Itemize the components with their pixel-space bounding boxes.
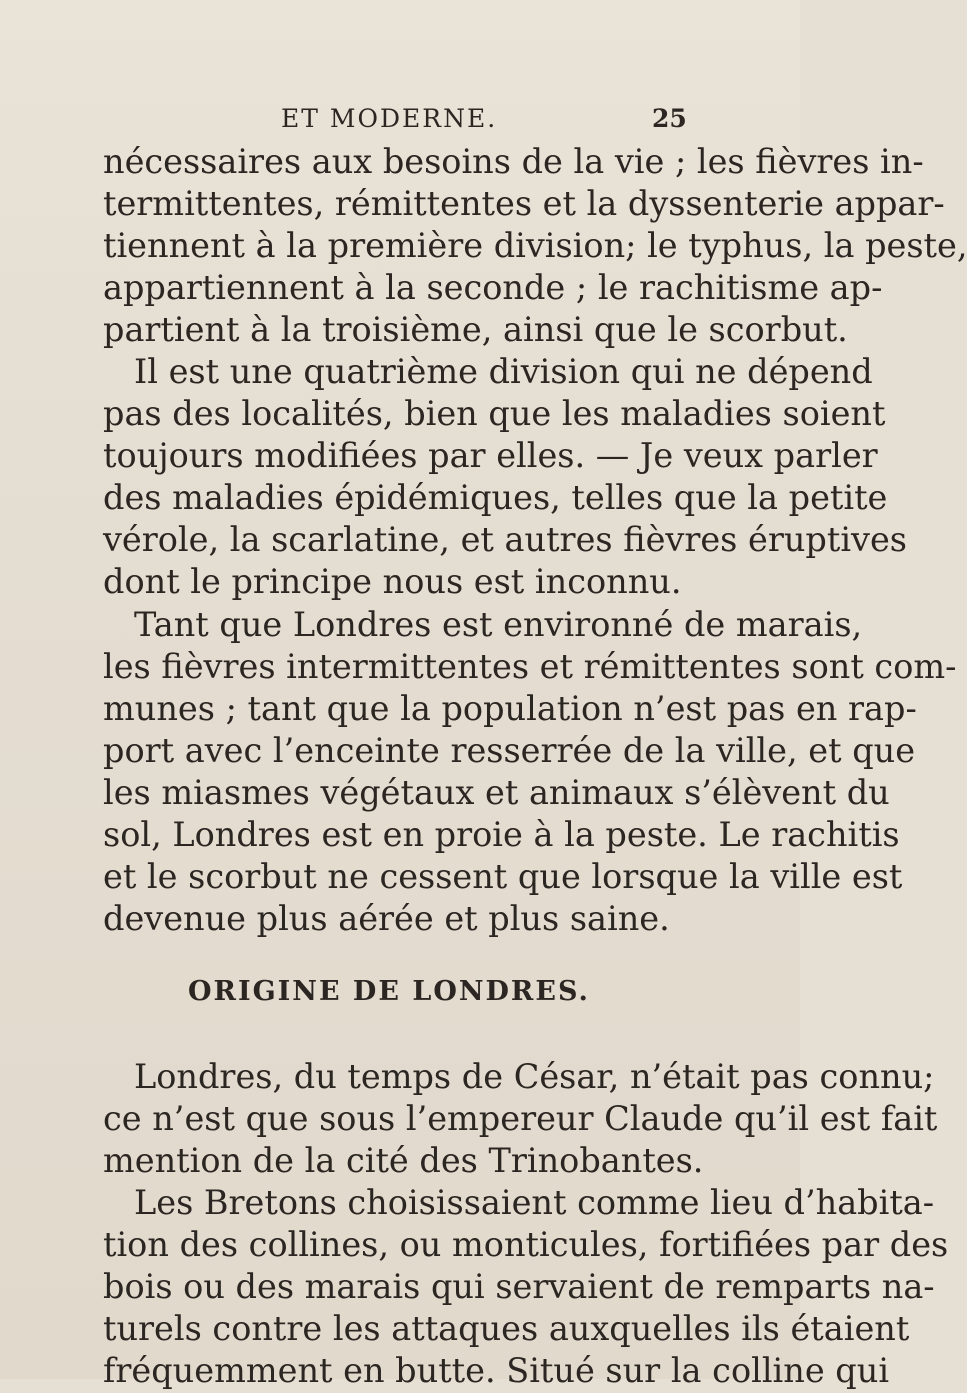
text-line: termittentes, rémittentes et la dyssenterie appar- bbox=[103, 184, 945, 223]
text-line: port avec l’enceinte resserrée de la ville, et que bbox=[103, 731, 916, 770]
text-line: bois ou des marais qui servaient de remparts na- bbox=[103, 1267, 935, 1306]
running-title: ET MODERNE. bbox=[281, 104, 498, 133]
text-line: mention de la cité des Trinobantes. bbox=[103, 1141, 704, 1180]
text-line: toujours modifiées par elles. — Je veux parler bbox=[103, 436, 878, 475]
text-line: pas des localités, bien que les maladies soient bbox=[103, 394, 886, 433]
page-number: 25 bbox=[652, 104, 687, 133]
text-line: des maladies épidémiques, telles que la petite bbox=[103, 478, 888, 517]
text-line: les fièvres intermittentes et rémittentes sont com- bbox=[103, 647, 957, 686]
text-line: tion des collines, ou monticules, fortifiées par des bbox=[103, 1225, 949, 1264]
text-line: partient à la troisième, ainsi que le scorbut. bbox=[103, 310, 848, 349]
text-line: les miasmes végétaux et animaux s’élèvent du bbox=[103, 773, 890, 812]
paragraph-start-line: Les Bretons choisissaient comme lieu d’habita- bbox=[134, 1183, 935, 1222]
paragraph-start-line: Tant que Londres est environné de marais, bbox=[134, 605, 863, 644]
running-head bbox=[0, 104, 800, 140]
text-line: tiennent à la première division; le typhus, la peste, bbox=[103, 226, 967, 265]
text-line: turels contre les attaques auxquelles ils étaient bbox=[103, 1309, 910, 1348]
text-line: nécessaires aux besoins de la vie ; les fièvres in- bbox=[103, 142, 924, 181]
text-line: appartiennent à la seconde ; le rachitisme ap- bbox=[103, 268, 883, 307]
text-line: et le scorbut ne cessent que lorsque la ville est bbox=[103, 857, 903, 896]
text-line: ce n’est que sous l’empereur Claude qu’il est fait bbox=[103, 1099, 938, 1138]
text-line: vérole, la scarlatine, et autres fièvres éruptives bbox=[103, 520, 907, 559]
text-line: sol, Londres est en proie à la peste. Le rachitis bbox=[103, 815, 900, 854]
section-heading: ORIGINE DE LONDRES. bbox=[188, 976, 590, 1007]
paragraph-start-line: Il est une quatrième division qui ne dépend bbox=[134, 352, 873, 391]
text-line: devenue plus aérée et plus saine. bbox=[103, 899, 670, 938]
text-line: dont le principe nous est inconnu. bbox=[103, 562, 682, 601]
text-line: munes ; tant que la population n’est pas en rap- bbox=[103, 689, 917, 728]
text-line: fréquemment en butte. Situé sur la colline qui bbox=[103, 1351, 890, 1390]
paragraph-start-line: Londres, du temps de César, n’était pas connu; bbox=[134, 1057, 935, 1096]
